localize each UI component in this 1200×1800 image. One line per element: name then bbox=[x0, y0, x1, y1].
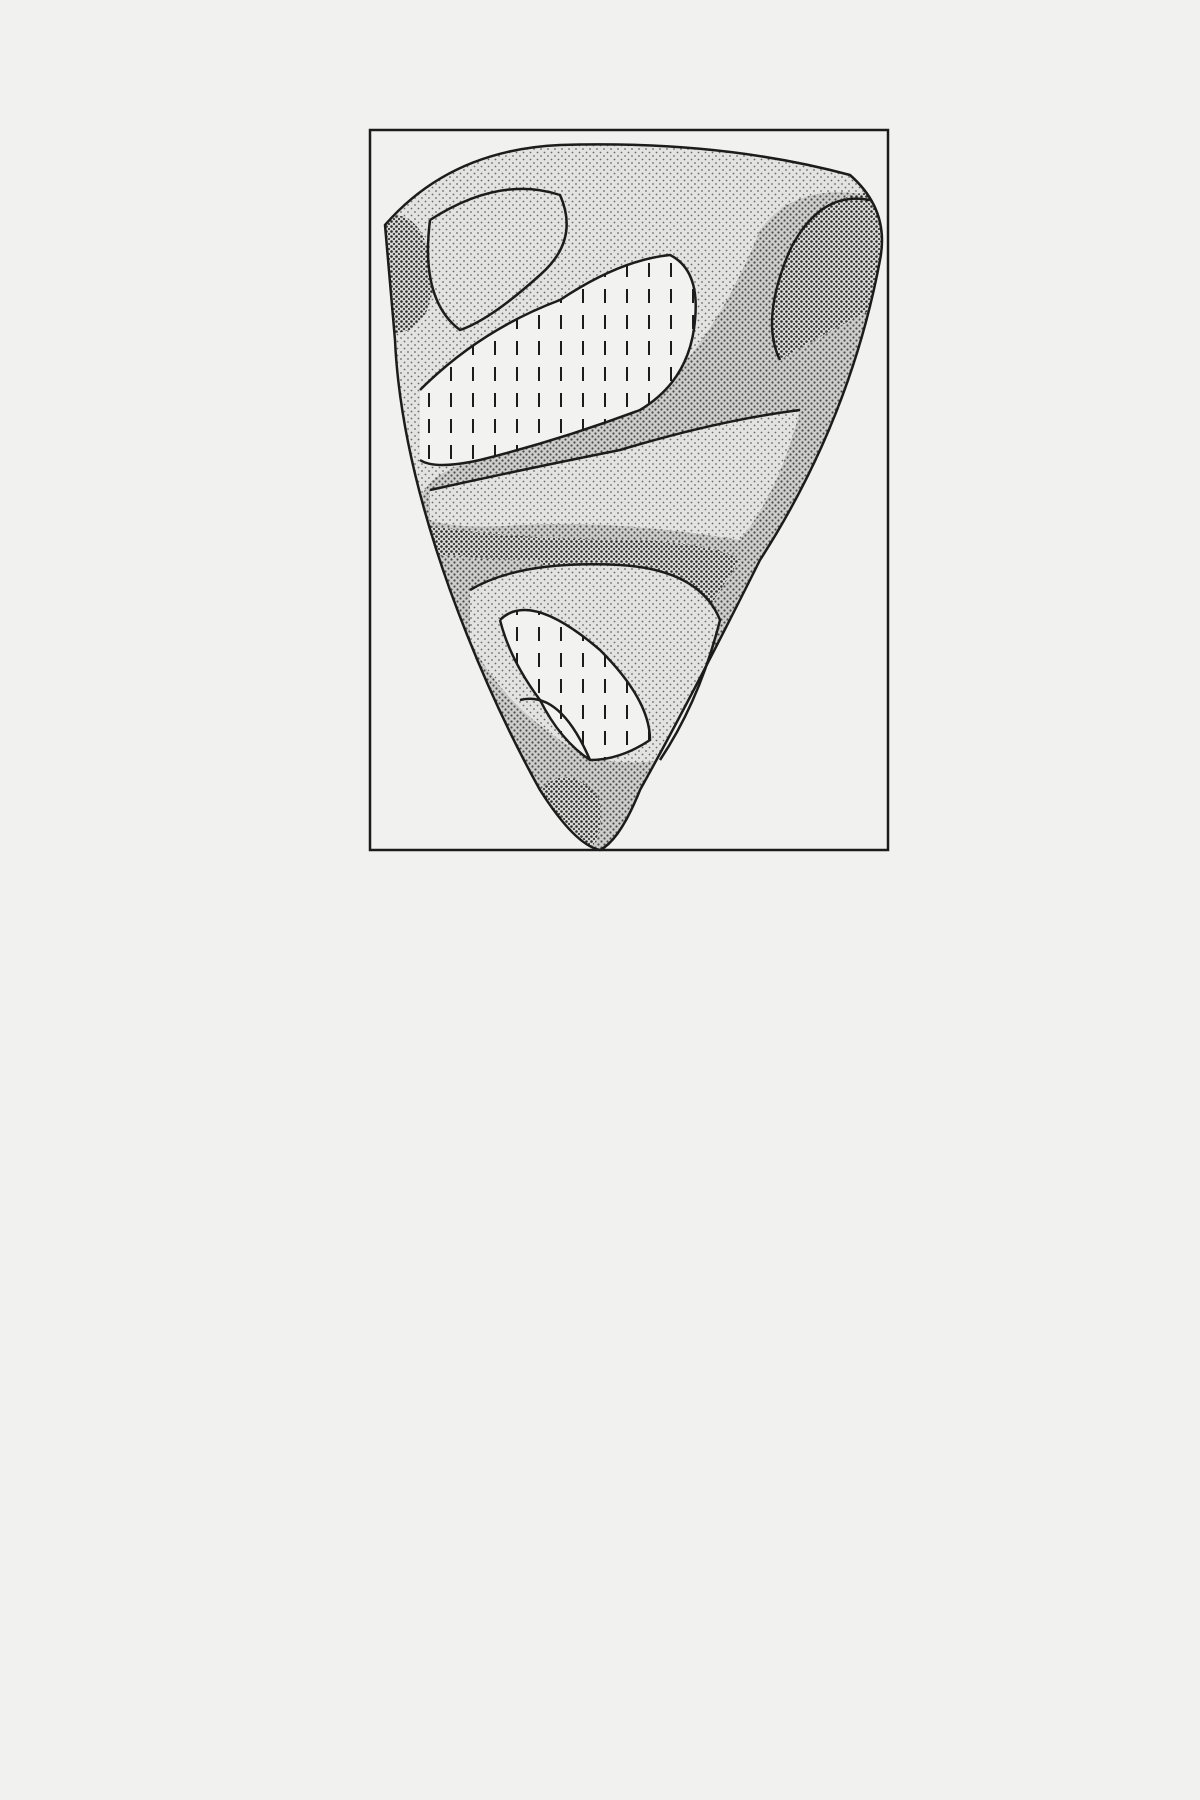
page-footer bbox=[1014, 1737, 1028, 1767]
